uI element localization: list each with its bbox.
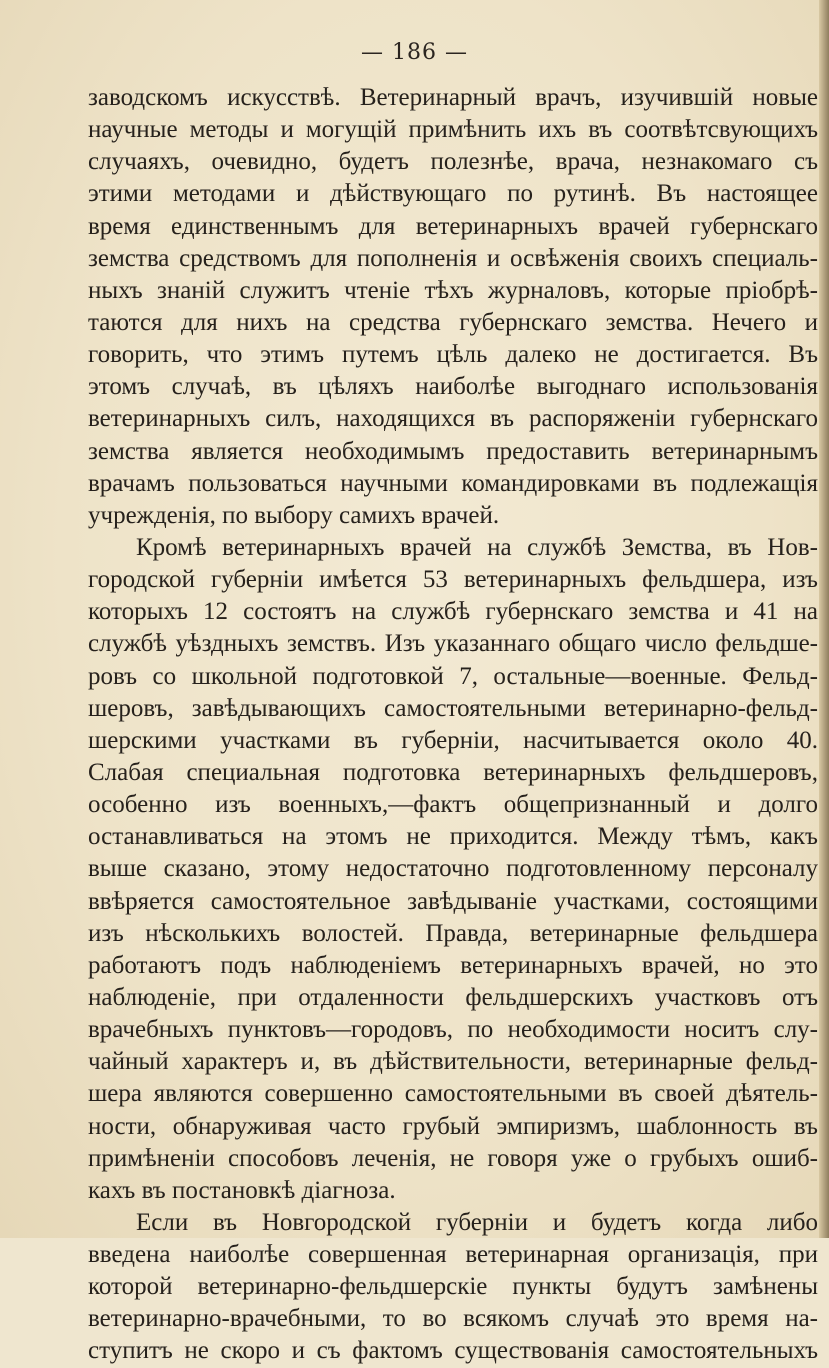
text-line: врачебныхъ пунктовъ—городовъ, по необходимости носитъ слу- xyxy=(88,1016,818,1044)
text-line: время единственнымъ для ветеринарныхъ врачей губернскаго xyxy=(88,212,818,240)
text-line: Если въ Новгородской губерніи и будетъ когда либо xyxy=(136,1208,818,1236)
paragraph xyxy=(88,1207,818,1368)
text-line: шера являются совершенно самостоятельными въ своей дѣятель- xyxy=(88,1080,818,1108)
text-line: которыхъ 12 состоятъ на службѣ губернскаго земства и 41 на xyxy=(88,598,818,626)
text-line: заводскомъ искусствѣ. Ветеринарный врачъ, изучившій новые xyxy=(88,84,818,111)
text-line: ветеринарно-врачебными, то во всякомъ случаѣ это время на- xyxy=(88,1305,818,1333)
paragraph xyxy=(88,532,818,1207)
text-line: этими методами и дѣйствующаго по рутинѣ. Въ настоящее xyxy=(88,180,818,208)
text-line: врачамъ пользоваться научными командировками въ подлежащія xyxy=(88,469,818,497)
text-line: службѣ уѣздныхъ земствъ. Изъ указаннаго общаго число фельдше- xyxy=(88,630,818,658)
text-line: введена наиболѣе совершенная ветеринарная организація, при xyxy=(88,1241,818,1269)
text-line: шеровъ, завѣдывающихъ самостоятельными ветеринарно-фельд- xyxy=(88,694,818,722)
text-line: шерскими участками въ губерніи, насчитывается около 40. xyxy=(88,726,818,754)
text-line: чайный характеръ и, въ дѣйствительности, ветеринарные фельд- xyxy=(88,1048,818,1076)
text-line: Слабая специальная подготовка ветеринарныхъ фельдшеровъ, xyxy=(88,758,818,786)
text-line: таются для нихъ на средства губернскаго земства. Нечего и xyxy=(88,308,818,336)
text-line: случаяхъ, очевидно, будетъ полезнѣе, врача, незнакомаго съ xyxy=(88,148,818,176)
text-line: учрежденія, по выбору самихъ врачей. xyxy=(88,501,500,529)
text-line: ветеринарныхъ силъ, находящихся въ распоряженіи губернскаго xyxy=(88,405,818,433)
text-line: земства средствомъ для пополненія и освѣженія своихъ специаль- xyxy=(88,244,818,272)
text-line: ровъ со школьной подготовкой 7, остальные—военные. Фельд- xyxy=(88,662,818,690)
text-line: земства является необходимымъ предоставить ветеринарнымъ xyxy=(88,437,818,465)
body-text xyxy=(88,82,818,1368)
text-line: научные методы и могущій примѣнить ихъ въ соотвѣтсвующихъ xyxy=(88,116,818,144)
page-number: — 186 — xyxy=(361,40,468,65)
text-line: ступитъ не скоро и съ фактомъ существованія самостоятельныхъ xyxy=(88,1337,818,1365)
text-line: кахъ въ постановкѣ діагноза. xyxy=(88,1176,396,1204)
text-line: которой ветеринарно-фельдшерскіе пункты будутъ замѣнены xyxy=(88,1273,818,1301)
text-line: примѣненіи способовъ леченія, не говоря уже о грубыхъ ошиб- xyxy=(88,1144,818,1172)
paragraph xyxy=(88,82,818,532)
text-line: городской губерніи имѣется 53 ветеринарныхъ фельдшера, изъ xyxy=(88,566,818,594)
text-line: изъ нѣсколькихъ волостей. Правда, ветеринарные фельдшера xyxy=(88,919,818,947)
text-line: ввѣряется самостоятельное завѣдываніе участками, состоящими xyxy=(88,887,818,915)
text-line: Кромѣ ветеринарныхъ врачей на службѣ Земства, въ Нов- xyxy=(136,533,818,561)
text-line: работаютъ подъ наблюденіемъ ветеринарныхъ врачей, но это xyxy=(88,951,818,979)
text-line: ныхъ знаній служитъ чтеніе тѣхъ журналовъ, которые пріобрѣ- xyxy=(88,276,818,304)
text-line: этомъ случаѣ, въ цѣляхъ наиболѣе выгоднаго использованія xyxy=(88,373,818,401)
text-line: наблюденіе, при отдаленности фельдшерскихъ участковъ отъ xyxy=(88,983,818,1011)
text-line: ности, обнаруживая часто грубый эмпиризмъ, шаблонность въ xyxy=(88,1112,818,1140)
text-line: выше сказано, этому недостаточно подготовленному персоналу xyxy=(88,855,818,883)
text-line: говорить, что этимъ путемъ цѣль далеко не достигается. Въ xyxy=(88,341,818,369)
page-edge-shadow xyxy=(819,0,829,1238)
text-line: останавливаться на этомъ не приходится. Между тѣмъ, какъ xyxy=(88,823,818,851)
text-line: особенно изъ военныхъ,—фактъ общепризнанный и долго xyxy=(88,791,818,819)
